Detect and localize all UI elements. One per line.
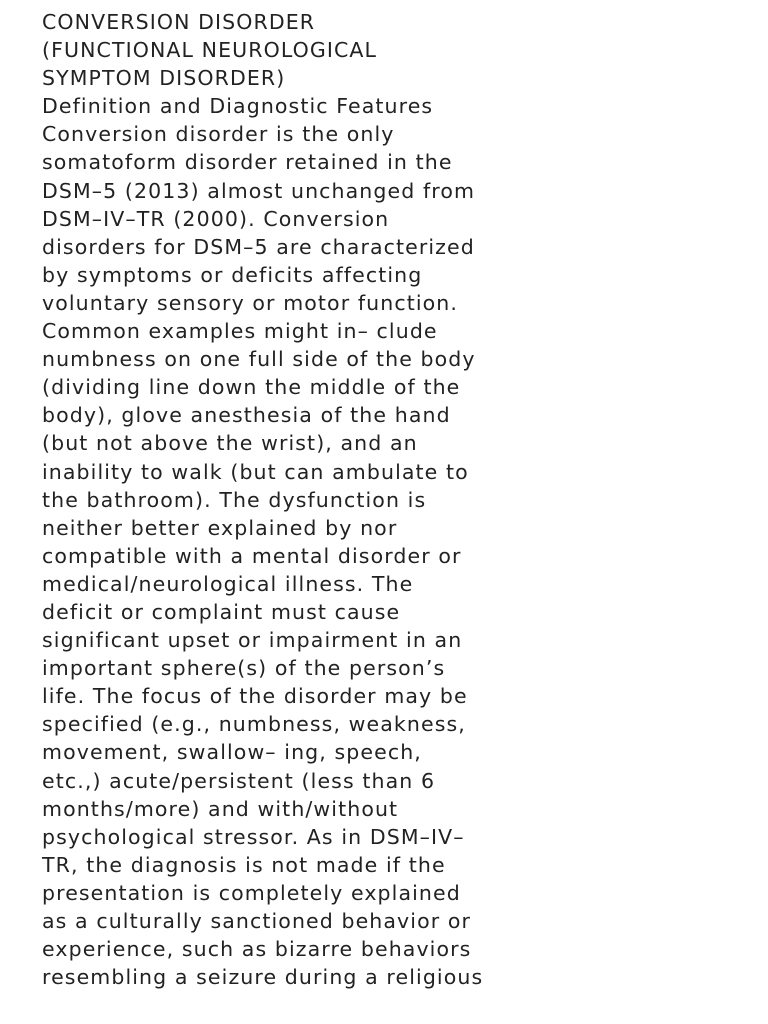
body-line: etc.,) acute/persistent (less than 6 — [42, 768, 436, 793]
body-line: somatoform disorder retained in the — [42, 150, 453, 175]
body-line: TR, the diagnosis is not made if the — [42, 852, 446, 877]
body-line: Conversion disorder is the only — [42, 122, 395, 147]
body-line: (dividing line down the middle of the — [42, 375, 461, 400]
body-line: significant upset or impairment in an — [42, 628, 463, 653]
body-line: specified (e.g., numbness, weakness, — [42, 712, 466, 737]
body-line: compatible with a mental disorder or — [42, 543, 462, 568]
body-line: Common examples might in– clude — [42, 319, 438, 344]
body-line: important sphere(s) of the person’s — [42, 656, 446, 681]
body-line: DSM–IV–TR (2000). Conversion — [42, 206, 390, 231]
body-line: the bathroom). The dysfunction is — [42, 487, 427, 512]
body-line: numbness on one full side of the body — [42, 347, 476, 372]
body-line: movement, swallow– ing, speech, — [42, 740, 422, 765]
body-line: by symptoms or deficits affecting — [42, 262, 423, 287]
body-line: psychological stressor. As in DSM–IV– — [42, 824, 465, 849]
document-text — [42, 8, 742, 991]
body-line: body), glove anesthesia of the hand — [42, 403, 451, 428]
body-line: life. The focus of the disorder may be — [42, 684, 468, 709]
body-line: neither better explained by nor — [42, 515, 398, 540]
heading-line-2: (FUNCTIONAL NEUROLOGICAL — [42, 38, 378, 63]
body-line: (but not above the wrist), and an — [42, 431, 418, 456]
heading-line-3: SYMPTOM DISORDER) — [42, 66, 286, 91]
body-line: DSM–5 (2013) almost unchanged from — [42, 178, 476, 203]
body-line: months/more) and with/without — [42, 796, 399, 821]
body-line: presentation is completely explained — [42, 880, 461, 905]
body-line: inability to walk (but can ambulate to — [42, 459, 469, 484]
section-subheading: Definition and Diagnostic Features — [42, 94, 434, 119]
body-line: medical/neurological illness. The — [42, 571, 414, 596]
body-line: disorders for DSM–5 are characterized — [42, 234, 475, 259]
heading-line-1: CONVERSION DISORDER — [42, 10, 316, 34]
body-line: as a culturally sanctioned behavior or — [42, 909, 472, 933]
body-line: voluntary sensory or motor function. — [42, 290, 458, 315]
body-line: deficit or complaint must cause — [42, 599, 401, 624]
body-line: experience, such as bizarre behaviors — [42, 937, 472, 962]
body-line: resembling a seizure during a religious — [42, 965, 484, 990]
